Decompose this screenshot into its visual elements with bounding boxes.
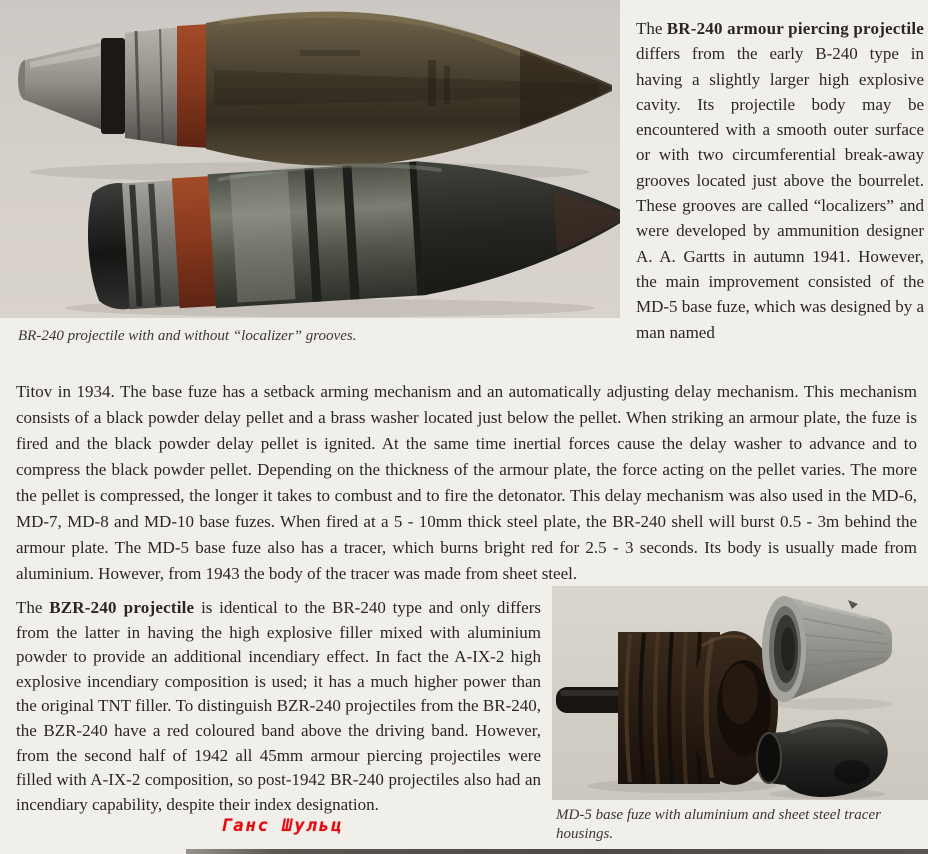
- photo-caption-fuze: MD-5 base fuze with aluminium and sheet steel tracer housings.: [556, 807, 881, 842]
- br240-bold-title: BR-240 armour piercing projectile: [666, 19, 924, 38]
- photo-fuze-parts: [552, 586, 928, 800]
- projectiles-image: [0, 0, 620, 318]
- fuze-parts-image: [552, 586, 928, 800]
- bzr240-lead: The: [16, 598, 50, 617]
- paragraph-bzr240: [16, 596, 541, 817]
- br240-lead: The: [636, 19, 667, 38]
- bzr240-bold-title: BZR-240 projectile: [49, 598, 195, 617]
- page-edge-shadow: [186, 849, 928, 854]
- paragraph-br240: [636, 16, 924, 345]
- paragraph-md5-fuze: Titov in 1934. The base fuze has a setback arming mechanism and an automatically adjusting delay mechanism. This mechanism consists of a black powder delay pellet and a brass washer located just below the pellet. When striking an armour plate, the fuze is fired and the black powder delay pellet is ignited. At the same time inertial forces cause the delay washer to advance and to compress the black powder pellet. Depending on the thickness of the armour plate, the force acting on the pellet varies. The more the pellet is compressed, the longer it takes to combust and to fire the detonator. This delay mechanism was also used in the MD-6, MD-7, MD-8 and MD-10 base fuzes. When fired at a 5 - 10mm thick steel plate, the BR-240 shell will burst 0.5 - 3m behind the armour plate. The MD-5 base fuze also has a tracer, which burns bright red for 2.5 - 3 seconds. Its body is usually made from aluminium. However, from 1943 the body of the tracer was made from sheet steel.: [16, 382, 917, 583]
- photo-projectiles: [0, 0, 620, 318]
- br240-body-text: differs from the early B-240 type in having a slightly larger high explosive cavity. Its projectile body may be encountered with a smooth outer surface or with two circumferential break-away grooves located just above the bourrelet. These grooves are called “localizers” and were developed by ammunition designer A. A. Gartts in autumn 1941. However, the main improvement consisted of the MD-5 base fuze, which was designed by a man named: [636, 44, 924, 342]
- photo-caption-projectiles: BR-240 projectile with and without “localizer” grooves.: [18, 328, 357, 344]
- watermark-text: Ганс Шульц: [221, 816, 344, 836]
- bzr240-body-text: is identical to the BR-240 type and only differs from the latter in having the high explosive filler mixed with aluminium powder to provide an additional incendiary effect. In fact the A-IX-2 high explosive incendiary composition is used; it has a much higher power than the original TNT filler. To distinguish BZR-240 projectiles from the BR-240, the BZR-240 have a red coloured band above the driving band. However, from the second half of 1942 all 45mm armour piercing projectiles were filled with A-IX-2 composition, so post-1942 BR-240 projectiles also had an incendiary capability, despite their index designation.: [16, 598, 541, 814]
